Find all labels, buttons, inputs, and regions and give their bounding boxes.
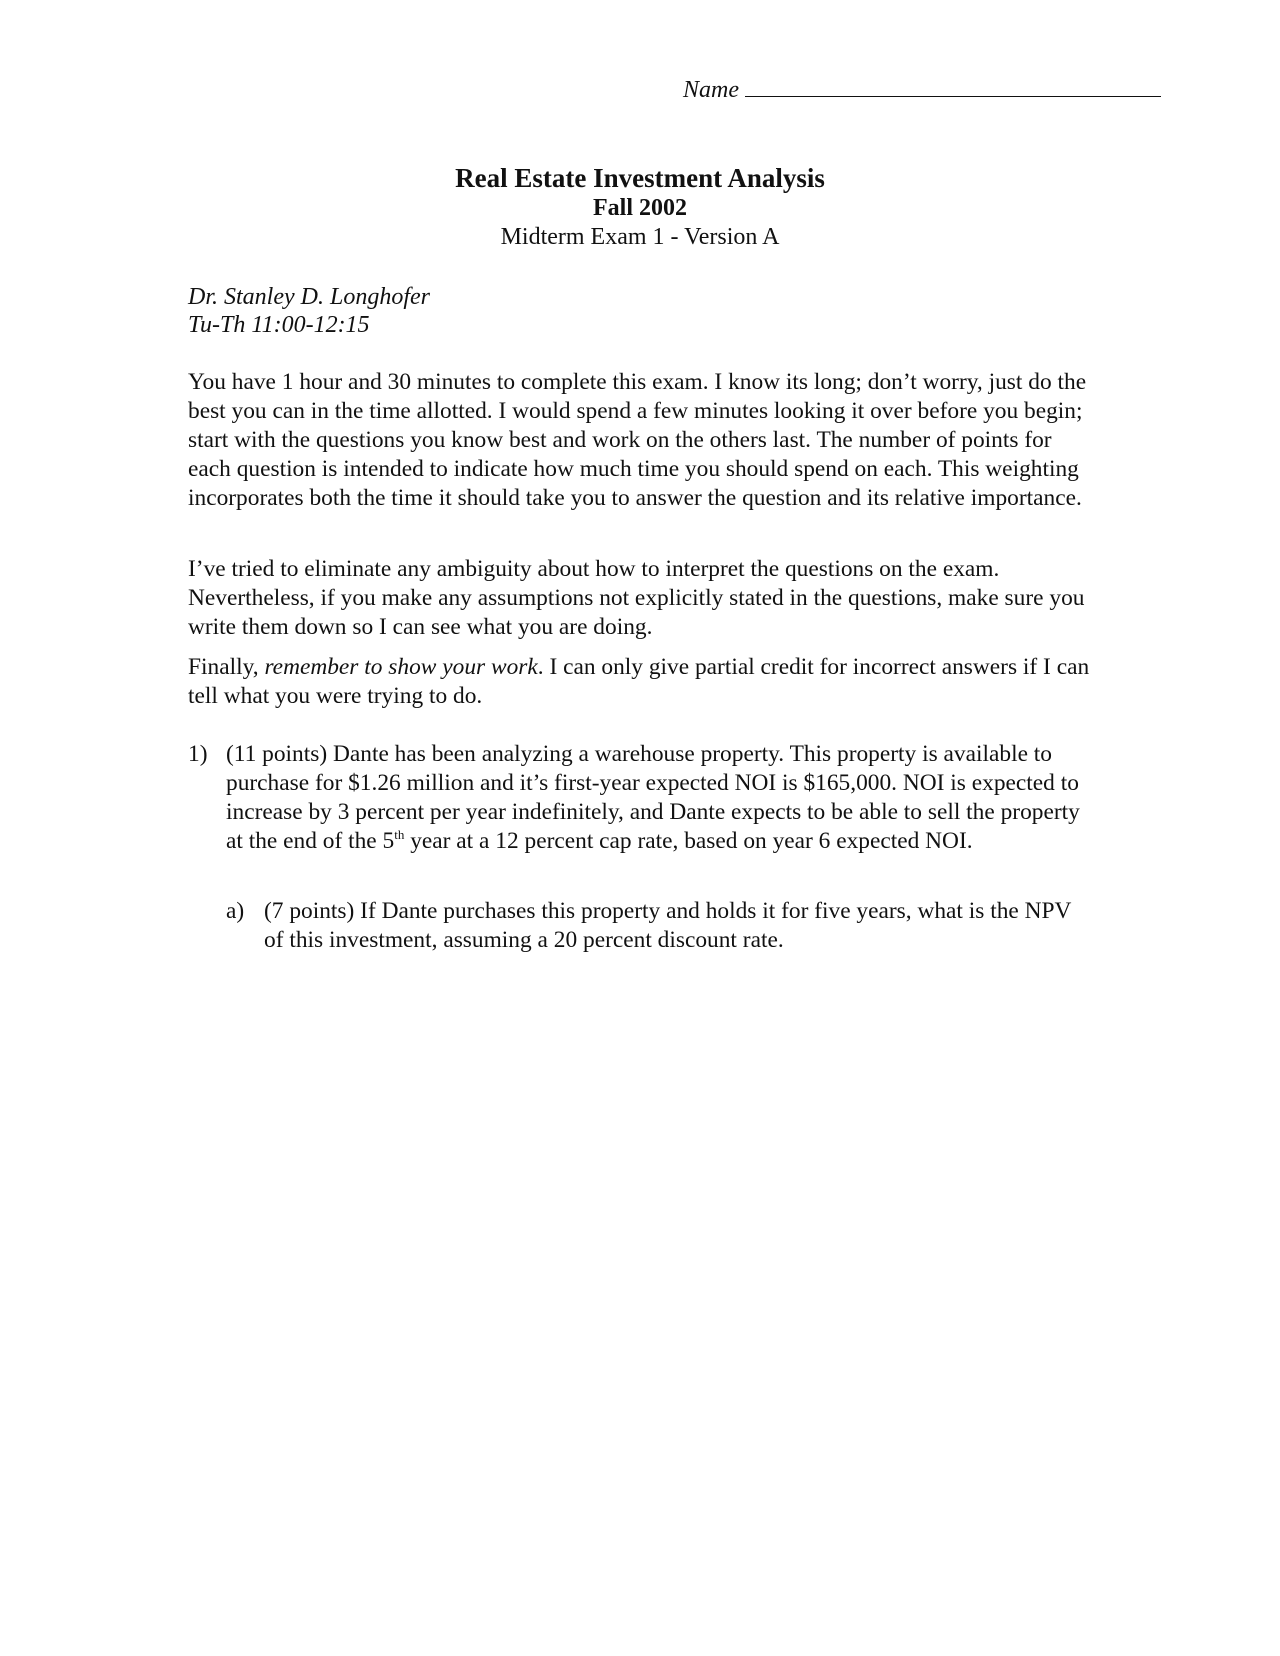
instructions-paragraph-1: You have 1 hour and 30 minutes to complete this exam. I know its long; don’t worry, just do the best you can in the time allotted. I would spend a few minutes looking it over before you begin; start with the questions you know best and work on the others last. The number of points for each question is intended to indicate how much time you should spend on each. This weighting incorporates both the time it should take you to answer the question and its relative importance. <box>188 369 1087 511</box>
question-1-superscript: th <box>394 827 405 843</box>
instructor-block <box>188 283 430 339</box>
question-1 <box>188 740 1093 856</box>
question-1-text-main: (11 points) Dante has been analyzing a warehouse property. This property is available to purchase for $1.26 million and it’s first-year expected NOI is $165,000. NOI is expected to increase by 3 percent per year indefinitely, and Dante expects to be able to sell the property at the end of the 5 <box>226 741 1080 854</box>
instructions-paragraph-2: I’ve tried to eliminate any ambiguity about how to interpret the questions on the exam. Nevertheless, if you make any assumptions not explicitly stated in the questions, make sure you write them down so I can see what you are doing. <box>188 556 1085 640</box>
class-schedule: Tu-Th 11:00-12:15 <box>188 312 370 338</box>
question-1-number: 1) <box>188 741 208 767</box>
name-field <box>683 74 1161 104</box>
question-1-text-end: year at a 12 percent cap rate, based on year 6 expected NOI. <box>404 828 973 854</box>
question-1a-text: (7 points) If Dante purchases this property and holds it for five years, what is the NPV of this investment, assuming a 20 percent discount rate. <box>264 898 1072 953</box>
exam-title: Midterm Exam 1 - Version A <box>500 224 780 250</box>
name-label: Name <box>683 77 739 103</box>
question-1a <box>226 897 1093 955</box>
question-1a-letter: a) <box>226 898 245 924</box>
course-title: Real Estate Investment Analysis <box>455 163 825 193</box>
title-block <box>0 162 1280 252</box>
name-blank-line[interactable] <box>745 74 1161 97</box>
p3-start: Finally, <box>188 654 265 680</box>
p3-end: . I can only give partial credit for incorrect answers if I can tell what you were trying to do. <box>188 654 1090 709</box>
question-1-text <box>226 740 1093 856</box>
term: Fall 2002 <box>593 195 687 221</box>
instructor-name: Dr. Stanley D. Longhofer <box>188 284 430 310</box>
p3-emphasis: remember to show your work <box>264 654 538 680</box>
instructions-paragraph-3 <box>188 653 1093 711</box>
